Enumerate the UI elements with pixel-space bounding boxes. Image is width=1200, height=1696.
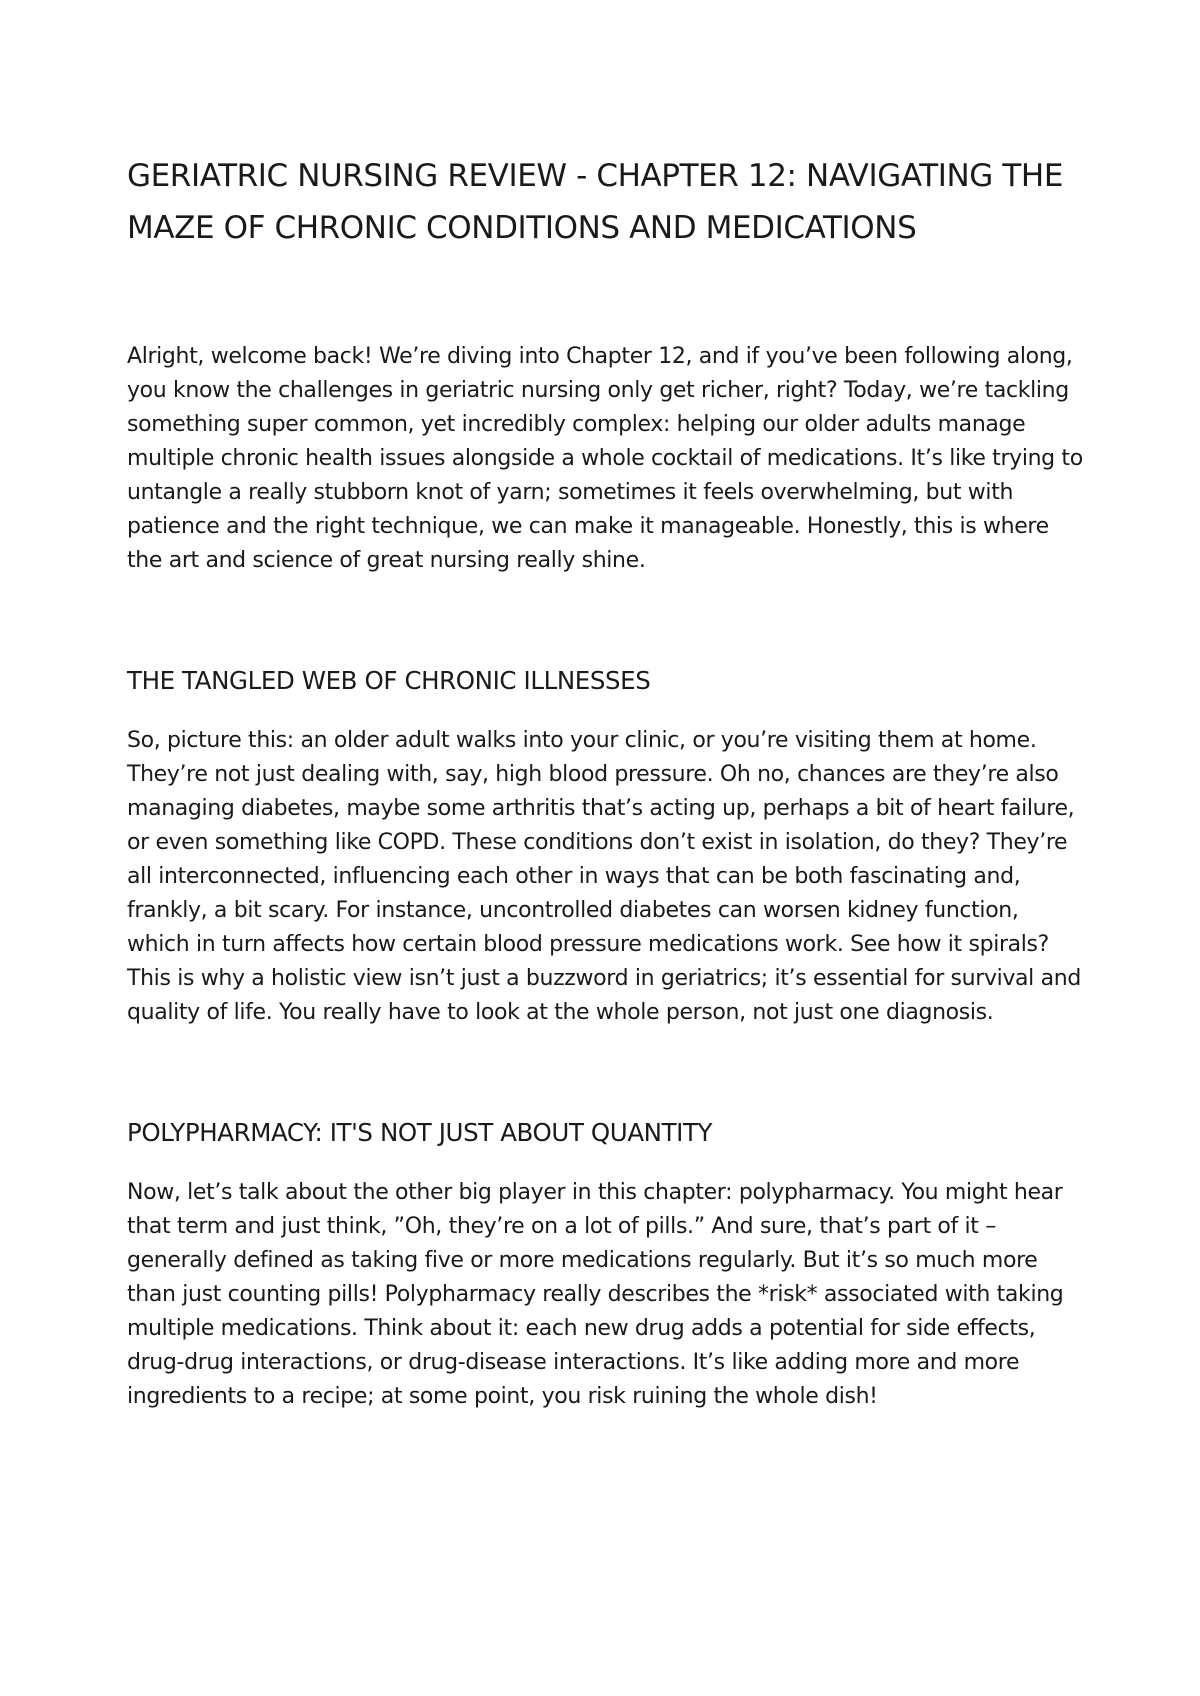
intro-paragraph: Alright, welcome back! We’re diving into Chapter 12, and if you’ve been following along, you know the challenges in geriatric nursing only get richer, right? Today, we’re tackling something super common, yet incredibly complex: helping our older adults manage multiple chronic health issues alongside a whole cocktail of medications. It’s like trying to untangle a really stubborn knot of yarn; sometimes it feels overwhelming, but with patience and the right technique, we can make it manageable. Honestly, this is where the art and science of great nursing really shine.	[127, 344, 1083, 573]
document-title: GERIATRIC NURSING REVIEW - CHAPTER 12: NAVIGATING THE MAZE OF CHRONIC CONDITIONS AND MEDICATIONS	[127, 158, 1064, 246]
document-page	[127, 150, 1087, 1414]
section-body-polypharmacy: Now, let’s talk about the other big player in this chapter: polypharmacy. You might hear that term and just think, ”Oh, they’re on a lot of pills.” And sure, that’s part of it – generally defined as taking five or more medications regularly. But it’s so much more than just counting pills! Polypharmacy really describes the *risk* associated with taking multiple medications. Think about it: each new drug adds a potential for side effects, drug-drug interactions, or drug-disease interactions. It’s like adding more and more ingredients to a recipe; at some point, you risk ruining the whole dish!	[127, 1180, 1064, 1409]
section-heading-chronic-illnesses: THE TANGLED WEB OF CHRONIC ILLNESSES	[127, 666, 651, 695]
section-body-chronic-illnesses: So, picture this: an older adult walks into your clinic, or you’re visiting them at home. They’re not just dealing with, say, high blood pressure. Oh no, chances are they’re also managing diabetes, maybe some arthritis that’s acting up, perhaps a bit of heart failure, or even something like COPD. These conditions don’t exist in isolation, do they? They’re all interconnected, influencing each other in ways that can be both fascinating and, frankly, a bit scary. For instance, uncontrolled diabetes can worsen kidney function, which in turn affects how certain blood pressure medications work. See how it spirals? This is why a holistic view isn’t just a buzzword in geriatrics; it’s essential for survival and quality of life. You really have to look at the whole person, not just one diagnosis.	[127, 728, 1081, 1025]
section-heading-polypharmacy: POLYPHARMACY: IT'S NOT JUST ABOUT QUANTITY	[127, 1118, 713, 1147]
